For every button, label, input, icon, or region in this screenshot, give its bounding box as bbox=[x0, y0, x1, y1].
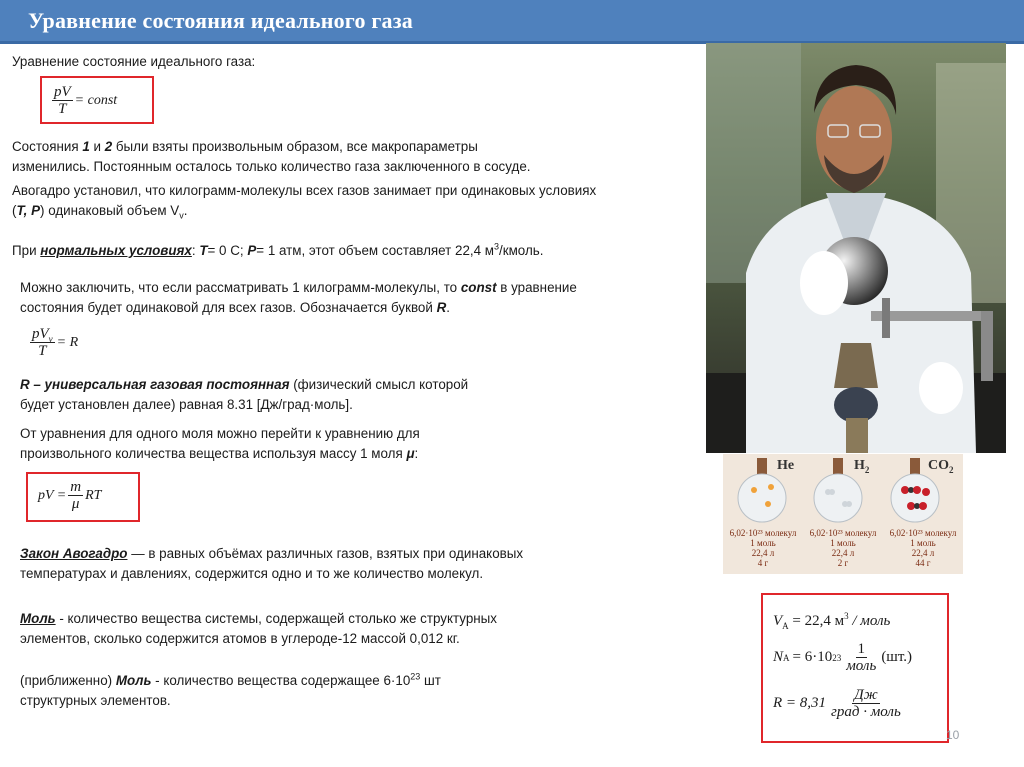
formula-denominator: T bbox=[58, 101, 67, 117]
formula-va: $V_A = 22,4$ $м^3$ / моль bbox=[773, 611, 891, 631]
formula-rhs: = const bbox=[74, 92, 118, 108]
flask-he-data: 6,02·10²³ молекул 1 моль 22,4 л 4 г bbox=[729, 528, 797, 568]
formula-r: R = 8,31 $\frac{Дж}{\text{град · моль}}$ bbox=[773, 687, 901, 720]
flask-h2-data: 6,02·10²³ молекул 1 моль 22,4 л 2 г bbox=[809, 528, 877, 568]
paragraph-states: Состояния 1 и 2 были взяты произвольным образом, все макропараметры изменились. Постоянным осталось только количество газа заключенного в сосуде. bbox=[12, 139, 531, 174]
state-equation-heading: Уравнение состояние идеального газа: bbox=[12, 54, 256, 69]
paragraph-universal-constant: Можно заключить, что если рассматривать 1 килограмм-молекулы, то const в уравнение состояния будет одинаковой для всех газов. Обозначается буквой R. bbox=[20, 280, 577, 315]
flask-label-h2: $H_2$ bbox=[854, 458, 870, 475]
flask-co2-data: 6,02·10²³ молекул 1 моль 22,4 л 44 г bbox=[889, 528, 957, 568]
page-number: 10 bbox=[946, 728, 960, 742]
formula-box-mendeleev: pV = $\frac{m}{\mu}$ RT bbox=[26, 472, 140, 522]
paragraph-avogadro-law: Закон Авогадро — в равных объёмах различных газов, взятых при одинаковых температурах и давлениях, содержится одно и то же количество молекул. bbox=[20, 546, 524, 581]
paragraph-normal-conditions: При нормальных условиях: T= 0 С; P= 1 атм, этот объем составляет 22,4 $м^3$/кмоль. bbox=[12, 241, 544, 258]
title-bar bbox=[0, 0, 1024, 44]
formula-numerator: pV bbox=[54, 84, 71, 100]
paragraph-mole-approx: (приближенно) Моль - количество вещества содержащее $6\cdot 10^{23}$ шт структурных элементов. bbox=[20, 671, 441, 708]
formula-na: N A = 6·10 23 $\frac{1}{\text{моль}}$ (шт.) bbox=[773, 641, 913, 674]
paragraph-avogadro-volume: Авогадро установил, что килограмм-молекулы всех газов занимает при одинаковых условиях (T, P) одинаковый объем $V_v$. bbox=[12, 183, 597, 221]
formula-box-constants bbox=[761, 593, 949, 743]
scientist-photo bbox=[706, 43, 1006, 453]
paragraph-arbitrary-amount: От уравнения для одного моля можно перейти к уравнению для произвольного количества вещества используя массу 1 моля μ: bbox=[20, 426, 420, 461]
formula-box-pv-const bbox=[40, 76, 154, 124]
flask-label-co2: $CO_2$ bbox=[928, 458, 954, 475]
page-title: Уравнение состояния идеального газа bbox=[28, 8, 413, 33]
paragraph-r-definition: R – универсальная газовая постоянная (физический смысл которой будет установлен далее) равная 8.31 [Дж/град·моль]. bbox=[20, 377, 469, 412]
flask-label-he: He bbox=[777, 458, 795, 473]
paragraph-mole-definition: Моль - количество вещества системы, содержащей столько же структурных элементов, сколько содержится атомов в углероде-12 массой 0,012 кг. bbox=[20, 611, 497, 646]
gas-flasks-illustration bbox=[723, 454, 963, 574]
formula-pvv-r: $\frac{pV_v}{T}$ = R bbox=[32, 326, 79, 359]
